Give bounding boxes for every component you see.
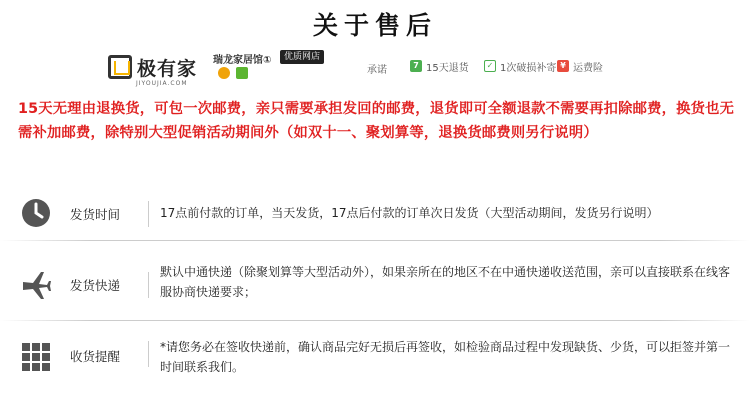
promise-label: 承诺 (367, 65, 387, 76)
service-label: 15天退货 (426, 62, 469, 74)
section-text: *请您务必在签收快递前，确认商品完好无损后再签收，如检验商品过程中发现缺货、少货，可以拒签并第一时间联系我们。 (160, 340, 731, 374)
clock-icon (20, 197, 52, 229)
divider (148, 272, 149, 298)
return-policy-notice: 15天无理由退换货，可包一次邮费，亲只需要承担发回的邮费，退货即可全额退款不需要再扣除邮费，换货也无需补加邮费，除特别大型促销活动期间外（如双十一、聚划算等，退换货邮费则另行说明） (18, 101, 735, 141)
airplane-icon (20, 268, 52, 300)
section-label: 发货时间 (70, 207, 121, 222)
quality-shop-badge: 优质网店 (280, 50, 324, 64)
divider (0, 320, 750, 321)
shop-logo[interactable] (108, 54, 197, 80)
7-day-return-icon: 7 (410, 60, 422, 72)
section-courier (0, 262, 750, 312)
insurance-icon: ¥ (557, 60, 569, 72)
divider (148, 341, 149, 367)
home-icon (108, 55, 132, 79)
section-shipping-time (0, 195, 750, 235)
service-label: 运费险 (573, 62, 603, 74)
section-text: 17点前付款的订单，当天发货，17点后付款的订单次日发货（大型活动期间，发货另行说明） (160, 206, 659, 220)
service-damage[interactable] (484, 58, 556, 74)
shield-check-icon: ✓ (484, 60, 496, 72)
medal-icon (218, 67, 230, 79)
service-label: 1次破损补寄 (500, 62, 557, 74)
shop-name[interactable]: 瑞龙家居馆① (213, 55, 272, 66)
grid-icon (20, 341, 52, 373)
logo-subtext: JIYOUJIA.COM (136, 80, 188, 87)
service-return[interactable] (410, 58, 469, 74)
shop-info-bar (0, 46, 750, 90)
section-label: 发货快递 (70, 278, 121, 293)
section-text: 默认中通快递（除聚划算等大型活动外），如果亲所在的地区不在中通快递收送范围，亲可以直接联系在线客服协商快递要求； (160, 265, 731, 299)
certified-icon (236, 67, 248, 79)
page-title: 关于售后 (312, 11, 437, 40)
service-insurance[interactable] (557, 58, 603, 74)
logo-text: 极有家 (137, 57, 198, 80)
divider (148, 201, 149, 227)
section-label: 收货提醒 (70, 349, 121, 364)
section-receiving-reminder (0, 337, 750, 387)
divider (0, 240, 750, 241)
